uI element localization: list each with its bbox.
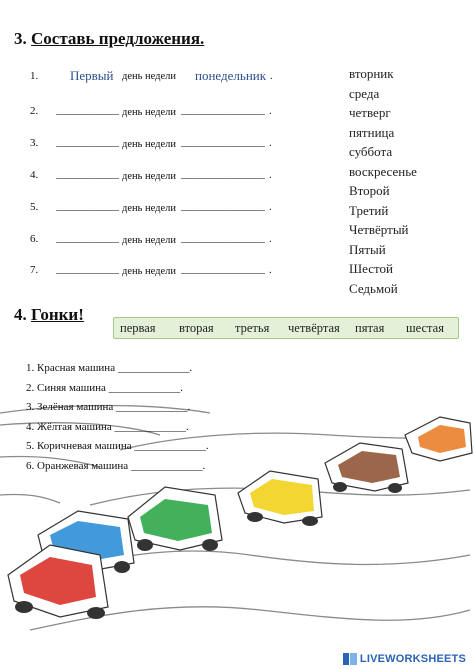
row-number: 5.: [30, 201, 39, 213]
sentence-row-1: [30, 70, 330, 86]
row-period: .: [269, 202, 272, 213]
row-number: 7.: [30, 264, 39, 276]
blank-left[interactable]: ____________: [56, 233, 119, 244]
item-blank[interactable]: _____________.: [116, 401, 191, 413]
row-number: 4.: [30, 169, 39, 181]
word-bank-days: [349, 66, 469, 300]
word-bank-item[interactable]: Четвёртый: [349, 222, 409, 237]
section3-title: [14, 29, 204, 49]
word-bank-item[interactable]: Пятый: [349, 241, 386, 257]
word-bank-item[interactable]: вторник: [349, 66, 394, 81]
word-bank-item[interactable]: четверг: [349, 105, 391, 120]
row-middle-text: день недели: [122, 266, 177, 277]
item-number: 5.: [26, 440, 35, 452]
answer-right[interactable]: понедельник: [195, 68, 267, 83]
brown-car: [325, 443, 408, 493]
word-bank-item[interactable]: пятница: [349, 124, 395, 140]
word-bank-item[interactable]: Второй: [349, 183, 390, 198]
race-list: [26, 362, 209, 479]
footer-logo[interactable]: [343, 653, 466, 665]
ordinal-word[interactable]: четвёртая: [288, 321, 340, 335]
row-period: .: [269, 106, 272, 117]
orange-car: [405, 417, 472, 461]
row-middle-text: день недели: [122, 107, 177, 118]
race-item-3: [26, 401, 209, 421]
sentence-row-7: [30, 264, 330, 280]
row-period: .: [270, 71, 273, 82]
section3-heading: Составь предложения.: [31, 29, 205, 48]
row-period: .: [269, 170, 272, 181]
row-middle-text: день недели: [122, 171, 177, 182]
row-middle-text: день недели: [122, 235, 177, 246]
blank-left[interactable]: ____________: [56, 137, 119, 148]
item-number: 2.: [26, 381, 35, 394]
blank-right[interactable]: ________________: [181, 264, 265, 275]
item-number: 1.: [26, 362, 35, 374]
item-number: 4.: [26, 420, 35, 433]
ordinal-word[interactable]: первая: [120, 321, 156, 335]
row-middle-text: день недели: [122, 203, 177, 214]
row-period: .: [269, 265, 272, 276]
word-bank-item[interactable]: Третий: [349, 202, 389, 218]
green-car: [128, 487, 222, 551]
section4-heading: Гонки!: [31, 305, 84, 324]
item-text: Жёлтая машина: [37, 420, 112, 433]
race-item-2: [26, 382, 209, 402]
item-blank[interactable]: _____________.: [108, 381, 183, 394]
row-number: 6.: [30, 233, 39, 245]
item-text: Красная машина: [37, 362, 116, 374]
yellow-car: [238, 471, 322, 526]
blank-left[interactable]: ____________: [56, 201, 119, 212]
ordinal-word[interactable]: пятая: [355, 321, 385, 335]
blank-right[interactable]: ________________: [181, 233, 265, 244]
blank-right[interactable]: ________________: [181, 105, 265, 116]
sentence-row-2: [30, 105, 330, 121]
blank-left[interactable]: ____________: [56, 169, 119, 180]
blank-right[interactable]: ________________: [181, 169, 265, 180]
section3-number: 3.: [14, 29, 27, 48]
section4-number: 4.: [14, 305, 27, 324]
word-bank-item[interactable]: воскресенье: [349, 163, 417, 179]
item-number: 6.: [26, 459, 35, 472]
race-item-4: [26, 421, 209, 441]
item-blank[interactable]: _____________.: [117, 362, 193, 374]
word-bank-item[interactable]: Шестой: [349, 261, 393, 276]
ordinal-word[interactable]: шестая: [406, 321, 444, 335]
answer-left[interactable]: Первый: [70, 68, 114, 83]
item-text: Оранжевая машина: [37, 459, 129, 472]
row-period: .: [269, 138, 272, 149]
race-item-1: [26, 362, 209, 382]
sentence-row-4: [30, 169, 330, 185]
ordinal-word[interactable]: вторая: [179, 321, 214, 335]
ordinal-word[interactable]: третья: [235, 321, 270, 335]
item-text: Синяя машина: [37, 381, 106, 394]
word-bank-item[interactable]: среда: [349, 85, 380, 101]
sentence-row-6: [30, 233, 330, 249]
section4-title: [14, 305, 84, 325]
row-middle-text: день недели: [122, 71, 177, 82]
logo-text: LIVEWORKSHEETS: [359, 653, 466, 665]
race-item-5: [26, 440, 209, 460]
blank-left[interactable]: ____________: [56, 264, 119, 275]
row-number: 1.: [30, 70, 39, 82]
item-text: Зелёная машина: [37, 401, 114, 413]
item-text: Коричневая машина: [37, 440, 132, 452]
red-car: [8, 545, 108, 619]
sentence-row-3: [30, 137, 330, 153]
item-number: 3.: [26, 401, 35, 413]
word-bank-ordinals: [113, 317, 459, 339]
blank-left[interactable]: ____________: [56, 105, 119, 116]
logo-icon: [343, 653, 357, 665]
sentence-row-5: [30, 201, 330, 217]
row-number: 2.: [30, 105, 39, 117]
item-blank[interactable]: _____________.: [130, 459, 206, 472]
race-item-6: [26, 460, 209, 480]
row-middle-text: день недели: [122, 139, 177, 150]
word-bank-item[interactable]: Седьмой: [349, 280, 398, 296]
item-blank[interactable]: _____________.: [134, 440, 209, 452]
item-blank[interactable]: _____________.: [114, 420, 189, 433]
row-period: .: [269, 234, 272, 245]
row-number: 3.: [30, 137, 39, 149]
word-bank-item[interactable]: суббота: [349, 144, 393, 159]
blank-right[interactable]: ________________: [181, 201, 265, 212]
blank-right[interactable]: ________________: [181, 137, 265, 148]
